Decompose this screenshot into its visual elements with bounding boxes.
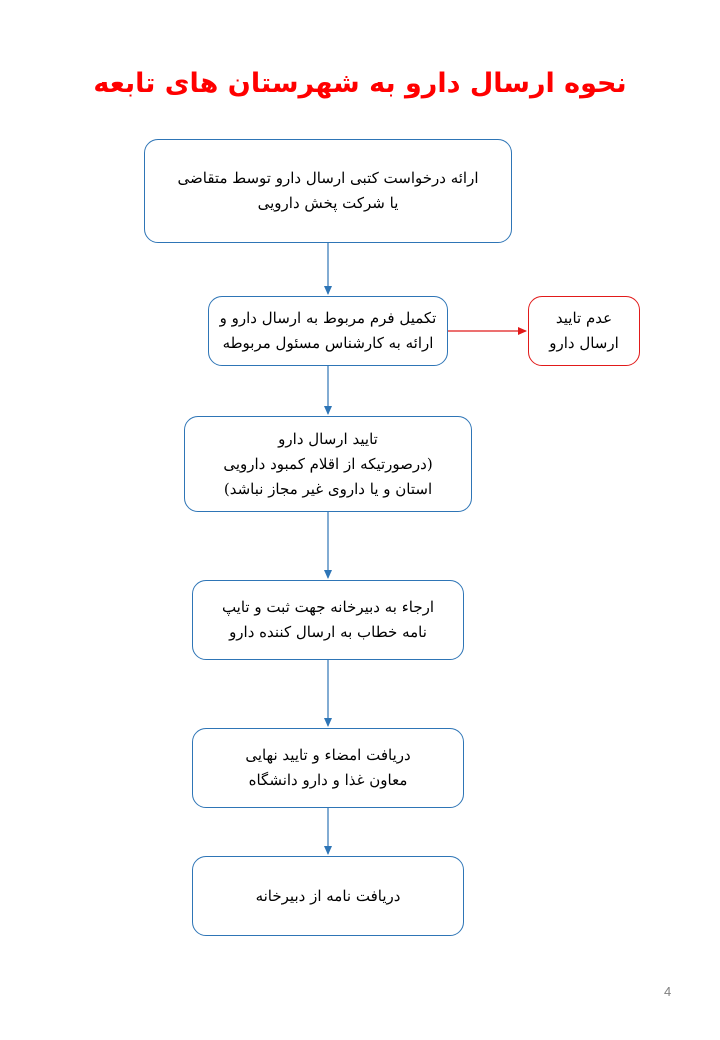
rejection-box bbox=[528, 296, 640, 366]
step-form-text: تکمیل فرم مربوط به ارسال دارو و ارائه به کارشناس مسئول مربوطه bbox=[219, 309, 437, 352]
step-receive-letter-text: دریافت نامه از دبیرخانه bbox=[255, 886, 401, 905]
step-approval-text: تایید ارسال دارو (درصورتیکه از اقلام کمبود دارویی استان و یا داروی غیر مجاز نباشد) bbox=[223, 429, 433, 498]
step-secretariat-text: ارجاء به دبیرخانه جهت ثبت و تایپ نامه خطاب به ارسال کننده دارو bbox=[221, 598, 435, 641]
step-request-box bbox=[144, 139, 512, 243]
step-signature-text: دریافت امضاء و تایید نهایی معاون غذا و دارو دانشگاه bbox=[245, 746, 411, 789]
step-form-box bbox=[208, 296, 448, 366]
page-number: 4 bbox=[664, 984, 672, 999]
page-title: نحوه ارسال دارو به شهرستان های تابعه bbox=[93, 68, 627, 99]
step-receive-letter-box bbox=[192, 856, 464, 936]
rejection-text: عدم تایید ارسال دارو bbox=[549, 309, 619, 352]
step-signature-box bbox=[192, 728, 464, 808]
step-secretariat-box bbox=[192, 580, 464, 660]
step-approval-box bbox=[184, 416, 472, 512]
step-request-text: ارائه درخواست کتبی ارسال دارو توسط متقاضی یا شرکت پخش دارویی bbox=[177, 169, 479, 212]
